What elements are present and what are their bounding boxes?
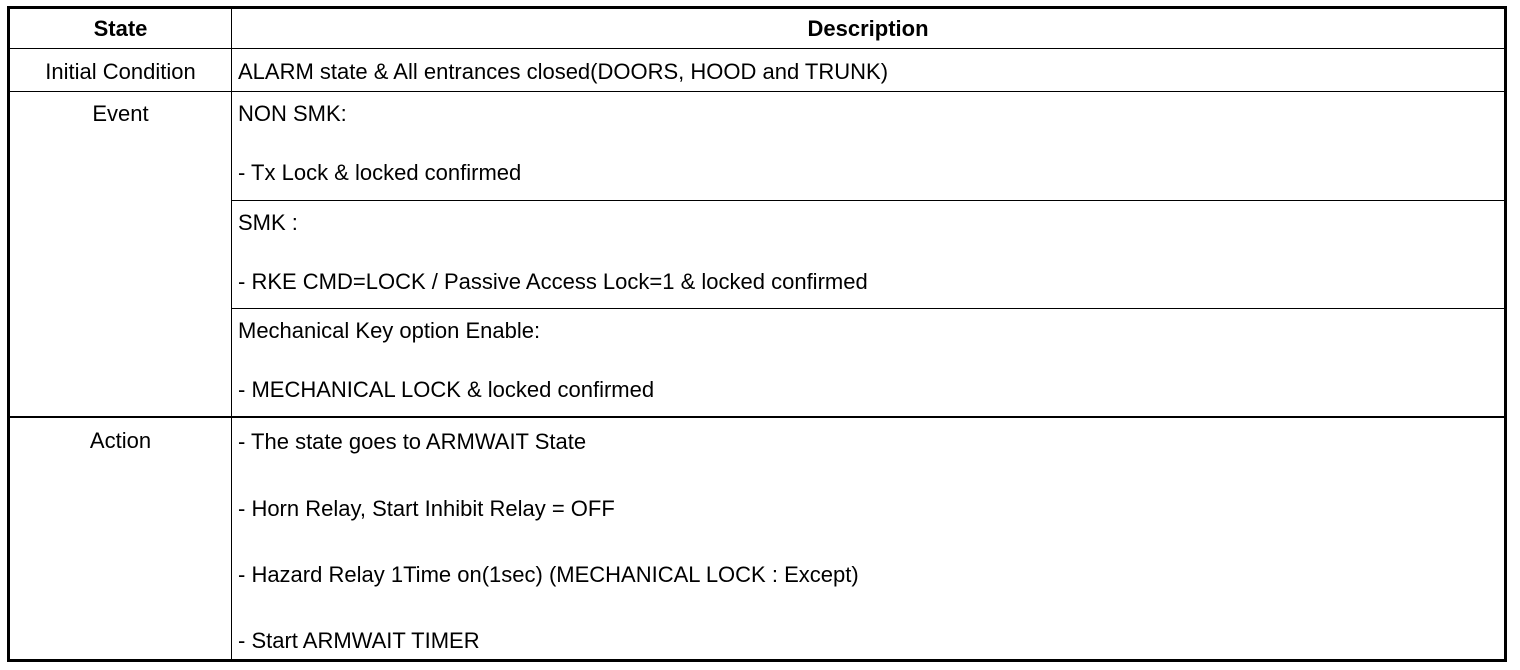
- action-description: [232, 418, 1504, 659]
- action-line: - The state goes to ARMWAIT State: [238, 429, 587, 454]
- action-line: - Hazard Relay 1Time on(1sec) (MECHANICAL LOCK : Except): [238, 562, 859, 587]
- description-initial-condition: ALARM state & All entrances closed(DOORS, HOOD and TRUNK): [238, 59, 889, 84]
- event-subrow-title: Mechanical Key option Enable:: [238, 318, 541, 343]
- event-subrow-detail: - RKE CMD=LOCK / Passive Access Lock=1 & locked confirmed: [238, 269, 868, 294]
- row-divider: [10, 48, 1504, 49]
- action-line: - Start ARMWAIT TIMER: [238, 628, 480, 653]
- event-subrow-smk: [232, 201, 1504, 308]
- event-subrow-detail: - MECHANICAL LOCK & locked confirmed: [238, 377, 655, 402]
- event-subrow-non-smk: [232, 92, 1504, 200]
- state-initial-condition: Initial Condition: [45, 59, 196, 84]
- state-action: Action: [89, 428, 152, 453]
- event-subrow-title: SMK :: [238, 210, 298, 235]
- event-subrow-title: NON SMK:: [238, 101, 347, 126]
- event-subrow-detail: - Tx Lock & locked confirmed: [238, 160, 522, 185]
- event-subrow-mechanical-key: [232, 309, 1504, 416]
- action-line: - Horn Relay, Start Inhibit Relay = OFF: [238, 496, 615, 521]
- header-description: Description: [807, 16, 929, 41]
- header-state: State: [93, 16, 148, 41]
- state-event: Event: [92, 101, 149, 126]
- state-table: [7, 6, 1507, 662]
